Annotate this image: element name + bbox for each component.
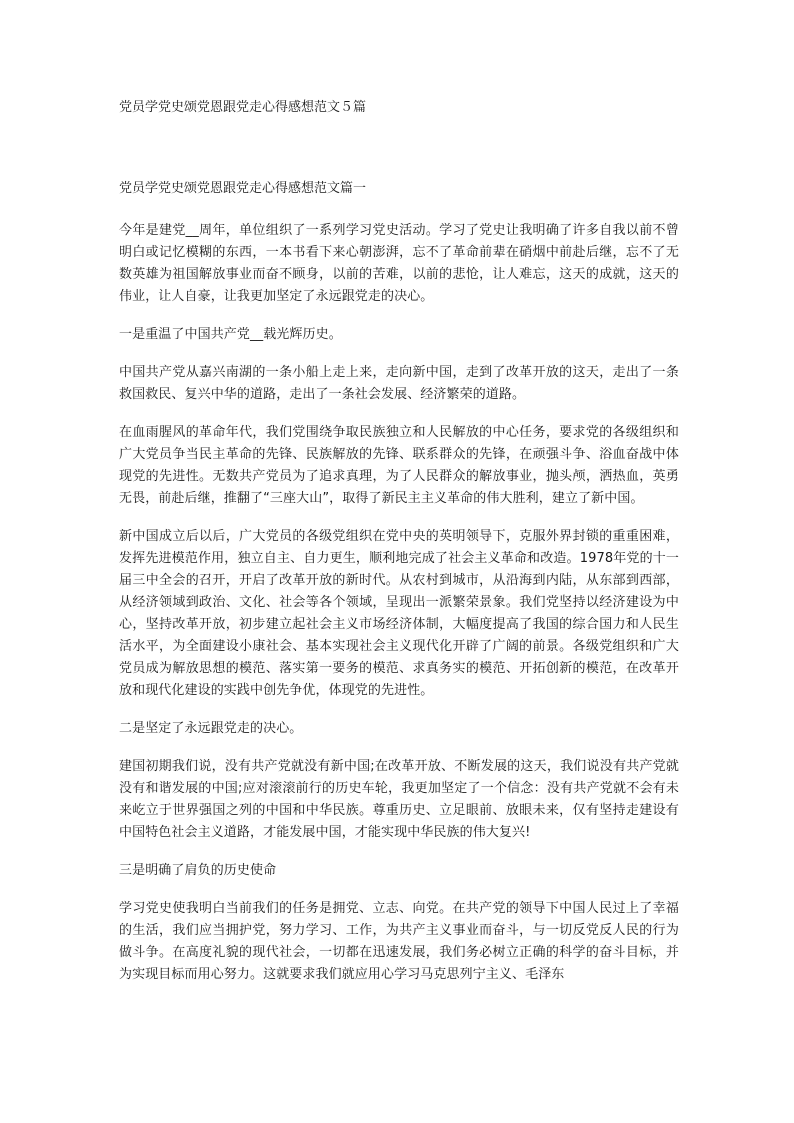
document-title: 党员学党史颂党恩跟党走心得感想范文５篇 [119, 100, 367, 115]
point-three-heading: 三是明确了肩负的历史使命 [119, 863, 277, 878]
point-one-heading: 一是重温了中国共产党__载光辉历史。 [119, 327, 342, 342]
paragraph-intro: 今年是建党__周年，单位组织了一系列学习党史活动。学习了党史让我明确了许多自我以前不曾明白或记忆模糊的东西，一本书看下来心朝澎湃，忘不了革命前辈在硝烟中前赴后继，忘不了无数英雄为祖国解放事业而奋不顾身，以前的苦难，以前的悲怆，让人难忘，这天的成就，这天的伟业，让人自豪，让我更加坚定了永远跟党走的决心。 [119, 223, 679, 304]
paragraph-revolution-era: 在血雨腥风的革命年代，我们党围绕争取民族独立和人民解放的中心任务，要求党的各级组织和广大党员争当民主革命的先锋、民族解放的先锋、联系群众的先锋，在顽强斗争、浴血奋战中体现党的先进性。无数共产党员为了追求真理，为了人民群众的解放事业，抛头颅，洒热血，英勇无畏，前赴后继，推翻了“三座大山”，取得了新民主主义革命的伟大胜利，建立了新中国。 [119, 425, 679, 506]
paragraph-new-china: 新中国成立后以后，广大党员的各级党组织在党中央的英明领导下，克服外界封锁的重重困难，发挥先进模范作用，独立自主、自力更生，顺利地完成了社会主义革命和改造。1978年党的十一届三中全会的召开，开启了改革开放的新时代。从农村到城市，从沿海到内陆，从东部到西部，从经济领域到政治、文化、社会等各个领域，呈现出一派繁荣景象。我们党坚持以经济建设为中心，坚持改革开放，初步建立起社会主义市场经济体制，大幅度提高了我国的综合国力和人民生活水平，为全面建设小康社会、基本实现社会主义现代化开辟了广阔的前景。各级党组织和广大党员成为解放思想的模范、落实第一要务的模范、求真务实的模范、开拓创新的模范，在改革开放和现代化建设的实践中创先争优，体现党的先进性。 [119, 529, 679, 698]
point-two-heading: 二是坚定了永远跟党走的决心。 [119, 721, 303, 736]
paragraph-resolve: 建国初期我们说，没有共产党就没有新中国;在改革开放、不断发展的这天，我们说没有共产党就没有和谐发展的中国;应对滚滚前行的历史车轮，我更加坚定了一个信念：没有共产党就不会有未来屹立于世界强国之列的中国和中华民族。尊重历史、立足眼前、放眼未来，仅有坚持走建设有中国特色社会主义道路，才能发展中国，才能实现中华民族的伟大复兴! [119, 759, 679, 840]
paragraph-history-path: 中国共产党从嘉兴南湖的一条小船上走上来，走向新中国，走到了改革开放的这天，走出了一条救国救民、复兴中华的道路，走出了一条社会发展、经济繁荣的道路。 [119, 365, 679, 402]
article-body [119, 180, 679, 1002]
paragraph-mission: 学习党史使我明白当前我们的任务是拥党、立志、向党。在共产党的领导下中国人民过上了幸福的生活，我们应当拥护党，努力学习、工作，为共产主义事业而奋斗，与一切反党反人民的行为做斗争。在高度礼貌的现代社会，一切都在迅速发展，我们务必树立正确的科学的奋斗目标，并为实现目标而用心努力。这就要求我们就应用心学习马克思列宁主义、毛泽东 [119, 901, 679, 982]
section-title: 党员学党史颂党恩跟党走心得感想范文篇一 [119, 181, 367, 196]
